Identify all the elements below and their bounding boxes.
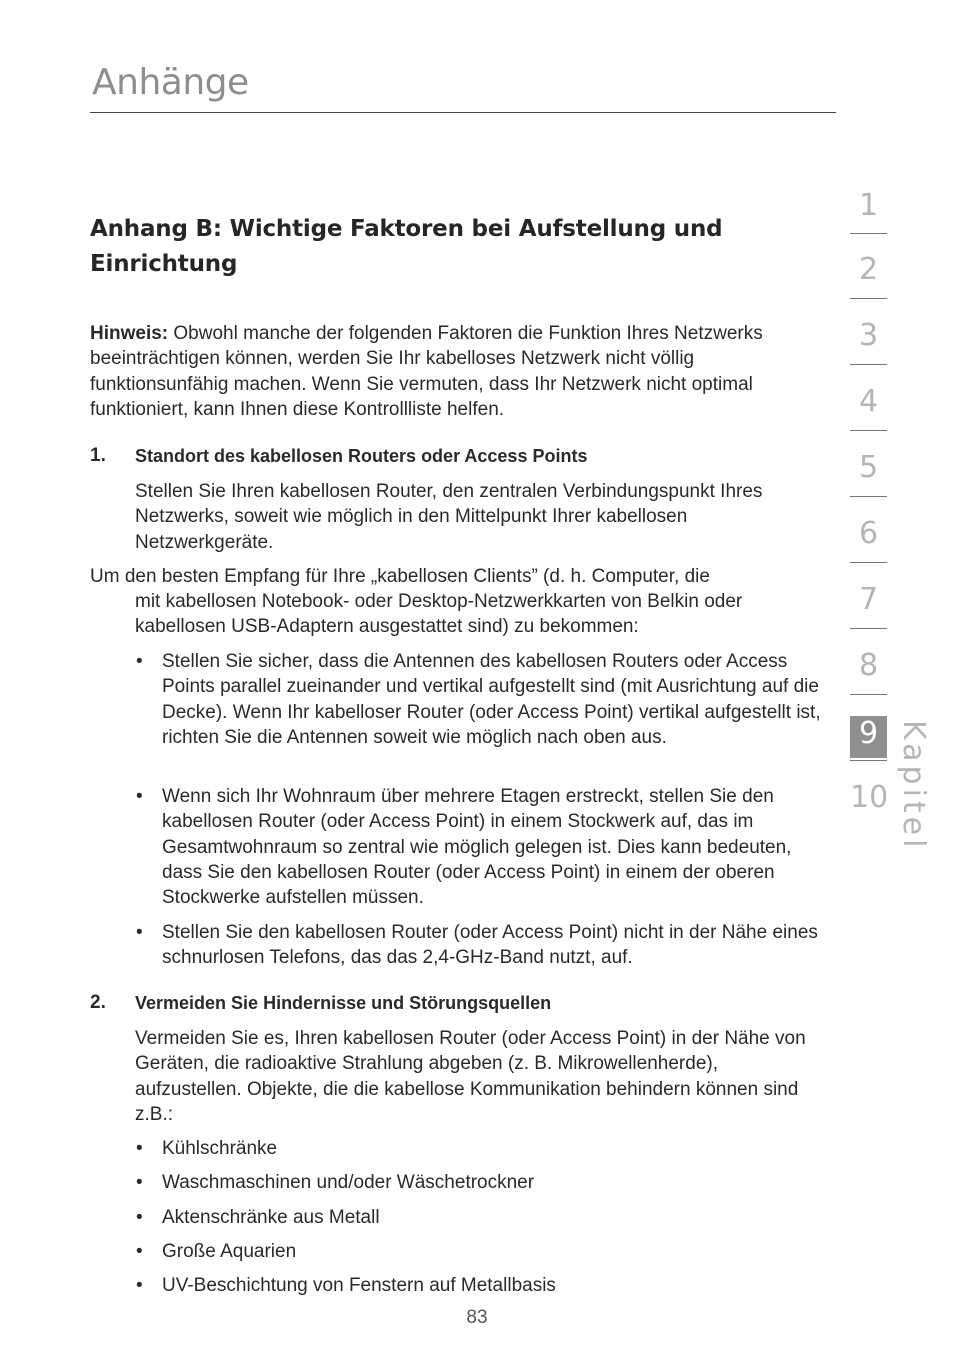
intro-first-line: Um den besten Empfang für Ihre „kabellosen Clients” (d. h. Computer, die <box>90 566 710 587</box>
chapter-2: 2 <box>858 252 879 287</box>
chapter-rule <box>850 628 887 629</box>
chapter-1: 1 <box>858 188 879 223</box>
bullet-text: UV-Beschichtung von Fenstern auf Metallbasis <box>162 1275 556 1296</box>
bullet-text: Kühlschränke <box>162 1138 278 1159</box>
bullet-text: Große Aquarien <box>162 1241 297 1262</box>
page-header-title: Anhänge <box>92 62 249 103</box>
bullet-marker: • <box>136 1172 143 1193</box>
chapter-rule <box>850 364 887 365</box>
note-label: Hinweis: <box>90 323 169 344</box>
chapter-rule <box>850 298 887 299</box>
chapter-rule <box>850 562 887 563</box>
bullet-text: Wenn sich Ihr Wohnraum über mehrere Etagen erstreckt, stellen Sie den kabellosen Router (oder Access Point) in einem Stockwerk auf, das im Gesamtwohnraum so zentral wie möglich gelegen ist. Dies kann bedeuten, dass Sie den kabellosen Router (oder Access Point) in einem der oberen Stockwerke aufstellen müssen. <box>162 786 792 909</box>
note-text: Obwohl manche der folgenden Faktoren die Funktion Ihres Netzwerks beeinträchtigen können, werden Sie Ihr kabelloses Netzwerk nicht völlig funktionsunfähig machen. Wenn Sie vermuten, dass Ihr Netzwerk nicht optimal funktioniert, kann Ihnen diese Kontrollliste helfen. <box>90 323 763 420</box>
bullet-text: Stellen Sie sicher, dass die Antennen des kabellosen Routers oder Access Points parallel zueinander und vertikal aufgestellt sind (mit Ausrichtung auf die Decke). Wenn Ihr kabelloser Router (oder Access Point) vertikal aufgestellt ist, richten Sie die Antennen soweit wie möglich nach oben aus. <box>162 651 821 748</box>
item-heading: Vermeiden Sie Hindernisse und Störungsquellen <box>135 993 552 1013</box>
chapter-3: 3 <box>858 318 879 353</box>
item-number: 2. <box>90 992 106 1013</box>
bullet-marker: • <box>136 786 143 807</box>
chapter-7: 7 <box>858 582 879 617</box>
chapter-rule <box>850 496 887 497</box>
bullet-marker: • <box>136 922 143 943</box>
note-paragraph <box>90 321 825 422</box>
bullet-text: Stellen Sie den kabellosen Router (oder Access Point) nicht in der Nähe eines schnurlosen Telefons, das das 2,4-GHz-Band nutzt, auf. <box>162 922 818 969</box>
chapter-5: 5 <box>858 450 879 485</box>
chapter-8: 8 <box>858 648 879 683</box>
item-heading: Standort des kabellosen Routers oder Access Points <box>135 446 588 466</box>
chapter-9-active: 9 <box>850 716 887 758</box>
chapter-6: 6 <box>858 516 879 551</box>
chapter-rule <box>850 694 887 695</box>
page-number: 83 <box>466 1307 488 1328</box>
bullet-marker: • <box>136 1207 143 1228</box>
item-body: Vermeiden Sie es, Ihren kabellosen Router (oder Access Point) in der Nähe von Geräten, die radioaktive Strahlung abgeben (z. B. Mikrowellenherde), aufzustellen. Objekte, die die kabellose Kommunikation behindern können sind z.B.: <box>135 1028 806 1125</box>
bullet-text: Aktenschränke aus Metall <box>162 1207 380 1228</box>
section-title: Anhang B: Wichtige Faktoren bei Aufstellung und Einrichtung <box>90 216 723 277</box>
chapter-rule <box>850 233 887 234</box>
bullet-marker: • <box>136 1275 143 1296</box>
chapter-10: 10 <box>850 780 889 815</box>
item-number: 1. <box>90 445 106 466</box>
bullet-marker: • <box>136 651 143 672</box>
chapter-label: Kapitel <box>896 720 931 852</box>
chapter-4: 4 <box>858 384 879 419</box>
intro-continuation: mit kabellosen Notebook- oder Desktop-Netzwerkkarten von Belkin oder kabellosen USB-Adaptern ausgestattet sind) zu bekommen: <box>135 591 743 638</box>
bullet-marker: • <box>136 1241 143 1262</box>
bullet-text: Waschmaschinen und/oder Wäschetrockner <box>162 1172 535 1193</box>
header-divider <box>90 112 836 113</box>
chapter-rule <box>850 760 887 761</box>
chapter-rule <box>850 430 887 431</box>
item-body: Stellen Sie Ihren kabellosen Router, den zentralen Verbindungspunkt Ihres Netzwerks, soweit wie möglich in den Mittelpunkt Ihrer kabellosen Netzwerkgeräte. <box>135 481 763 553</box>
bullet-marker: • <box>136 1138 143 1159</box>
